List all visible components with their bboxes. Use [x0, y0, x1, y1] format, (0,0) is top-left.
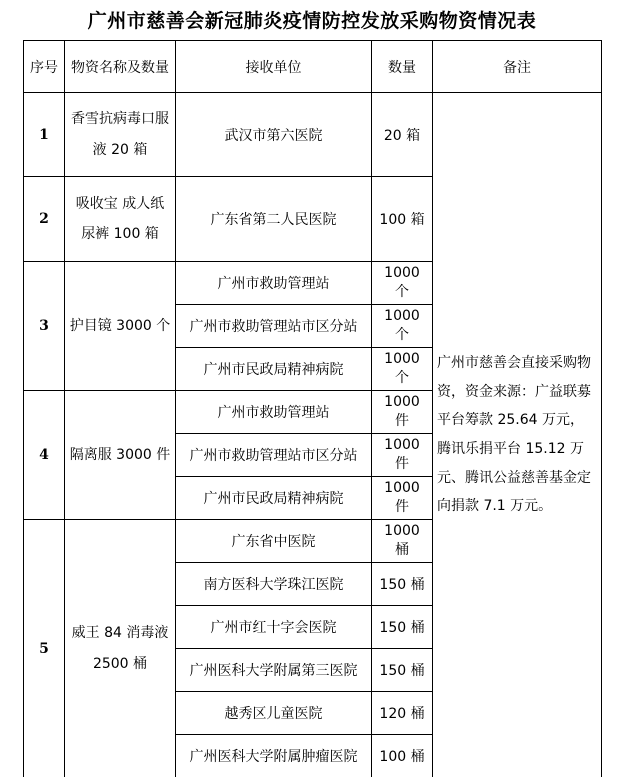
recipient-cell: 广州市民政局精神病院: [176, 348, 372, 391]
recipient-cell: 广州医科大学附属肿瘤医院: [176, 735, 372, 778]
recipient-cell: 武汉市第六医院: [176, 93, 372, 177]
qty-cell: 120 桶: [372, 692, 433, 735]
qty-cell: 1000 件: [372, 391, 433, 434]
qty-cell: 20 箱: [372, 93, 433, 177]
item-cell: 隔离服 3000 件: [65, 391, 176, 520]
recipient-cell: 广州市救助管理站市区分站: [176, 434, 372, 477]
item-cell: 威王 84 消毒液 2500 桶: [65, 520, 176, 778]
qty-cell: 100 箱: [372, 177, 433, 262]
seq-cell: 3: [24, 262, 65, 391]
recipient-cell: 广州市民政局精神病院: [176, 477, 372, 520]
document-title: 广州市慈善会新冠肺炎疫情防控发放采购物资情况表: [87, 10, 537, 32]
qty-cell: 1000 个: [372, 348, 433, 391]
qty-cell: 1000 件: [372, 434, 433, 477]
header-qty: 数量: [372, 41, 433, 93]
recipient-cell: 广州市红十字会医院: [176, 606, 372, 649]
qty-cell: 150 桶: [372, 649, 433, 692]
recipient-cell: 越秀区儿童医院: [176, 692, 372, 735]
recipient-cell: 广东省第二人民医院: [176, 177, 372, 262]
materials-table: [23, 40, 602, 778]
header-item: 物资名称及数量: [65, 41, 176, 93]
header-seq: 序号: [24, 41, 65, 93]
qty-cell: 100 桶: [372, 735, 433, 778]
qty-cell: 1000 件: [372, 477, 433, 520]
seq-cell: 4: [24, 391, 65, 520]
header-note: 备注: [433, 41, 602, 93]
note-cell: 广州市慈善会直接采购物资，资金来源：广益联募平台筹款 25.64 万元，腾讯乐捐平台 15.12 万元、腾讯公益慈善基金定向捐款 7.1 万元。: [433, 93, 602, 778]
seq-cell: 1: [24, 93, 65, 177]
qty-cell: 1000 个: [372, 305, 433, 348]
qty-cell: 150 桶: [372, 606, 433, 649]
item-cell: 护目镜 3000 个: [65, 262, 176, 391]
header-recipient: 接收单位: [176, 41, 372, 93]
recipient-cell: 广州市救助管理站: [176, 391, 372, 434]
seq-cell: 5: [24, 520, 65, 778]
recipient-cell: 广东省中医院: [176, 520, 372, 563]
table-row: [24, 93, 602, 177]
recipient-cell: 广州市救助管理站市区分站: [176, 305, 372, 348]
qty-cell: 150 桶: [372, 563, 433, 606]
recipient-cell: 南方医科大学珠江医院: [176, 563, 372, 606]
recipient-cell: 广州市救助管理站: [176, 262, 372, 305]
qty-cell: 1000 个: [372, 262, 433, 305]
qty-cell: 1000 桶: [372, 520, 433, 563]
item-cell: 香雪抗病毒口服液 20 箱: [65, 93, 176, 177]
recipient-cell: 广州医科大学附属第三医院: [176, 649, 372, 692]
item-cell: 吸收宝 成人纸尿裤 100 箱: [65, 177, 176, 262]
seq-cell: 2: [24, 177, 65, 262]
table-header-row: [24, 41, 602, 93]
